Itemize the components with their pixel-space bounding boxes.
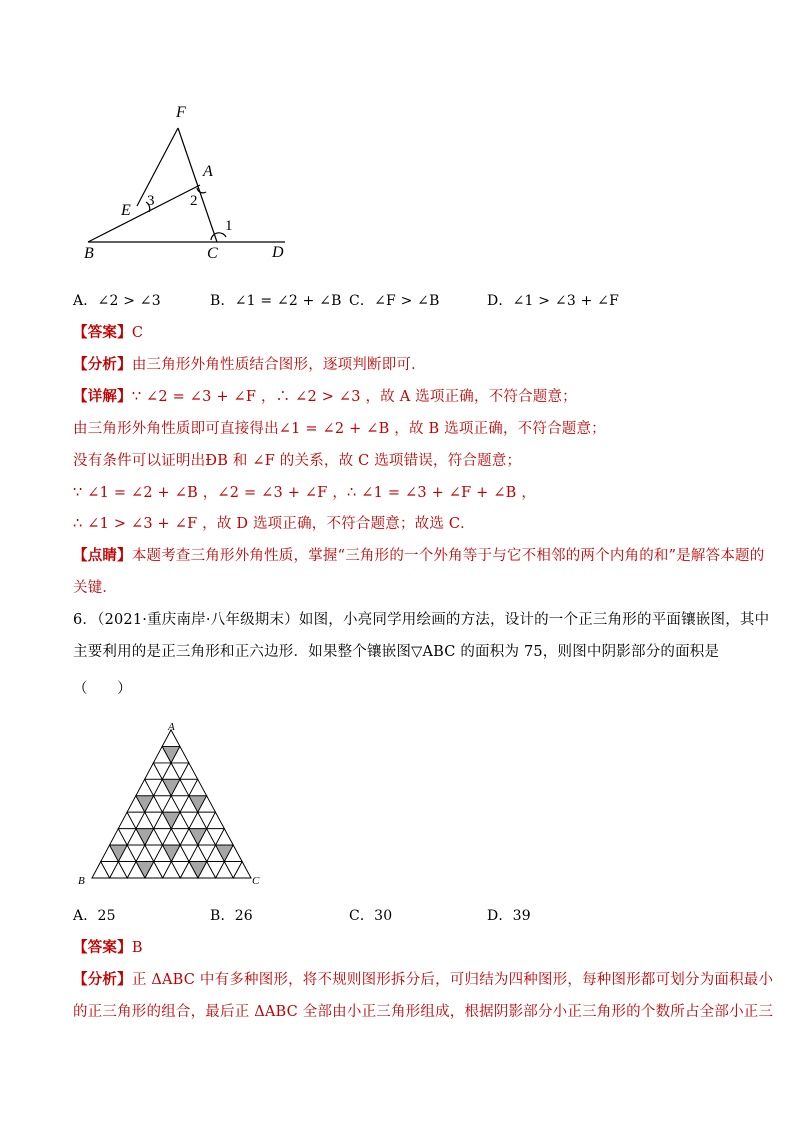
comment-tag: 【点睛】 [73,547,132,564]
q5-comment-line-2: 关键． [73,580,118,596]
point-e-label: E [121,202,131,219]
analysis-text-1: 正 ΔABC 中有多种图形，将不规则图形拆分后，可归结为四种图形，每种图形都可划分为面积最小 [131,972,774,988]
q6-analysis-line-2: 的正三角形的组合，最后正 ΔABC 全部由小正三角形组成，根据阴影部分小正三角形的个数所占全部小正三 [73,1004,774,1020]
q5-detail-line-3: 没有条件可以证明出ÐB 和 ∠F 的关系，故 C 选项错误，符合题意； [73,453,522,469]
point-b-label: B [84,245,94,262]
angle-2-label: 2 [190,193,198,209]
analysis-text: 由三角形外角性质结合图形，逐项判断即可． [131,357,426,373]
answer-value: C [131,325,144,341]
answer-value: B [131,940,143,956]
q6-stem-line-3: （ ） [73,681,132,697]
q5-option-b: B．∠1 = ∠2 + ∠B [210,293,342,309]
q5-detail-line-5: ∴ ∠1 > ∠3 + ∠F ，故 D 选项正确，不符合题意；故选 C． [73,516,475,532]
point-f-label: F [176,104,186,121]
angle-1-label: 1 [225,218,233,234]
analysis-tag: 【分析】 [73,356,132,373]
q5-option-d: D．∠1 > ∠3 + ∠F [487,293,620,309]
point-a-label: A [203,163,213,180]
answer-tag: 【答案】 [73,324,132,341]
angle-3-label: 3 [147,193,155,209]
q5-detail-line-2: 由三角形外角性质即可直接得出∠1 = ∠2 + ∠B ，故 B 选项正确，不符合题意； [73,421,606,437]
detail-tag: 【详解】 [73,388,132,405]
answer-tag: 【答案】 [73,939,132,956]
q6-analysis-line-1 [73,970,773,990]
point-c-label: C [207,245,218,262]
detail-text-1: ∵ ∠2 = ∠3 + ∠F ，∴ ∠2 > ∠3 ，故 A 选项正确，不符合题意； [131,389,577,405]
tess-point-a-label: A [168,721,175,733]
q6-option-b: B．26 [210,908,253,924]
comment-text-1: 本题考查三角形外角性质，掌握“三角形的一个外角等于与它不相邻的两个内角的和”是解答本题的 [131,548,765,564]
q5-option-a: A．∠2 > ∠3 [73,293,161,309]
q5-detail-line-4: ∵ ∠1 = ∠2 + ∠B ，∠2 = ∠3 + ∠F ，∴ ∠1 = ∠3 + ∠F + ∠B ， [73,485,537,501]
point-d-label: D [272,244,284,261]
q6-option-a: A．25 [73,908,116,924]
q6-answer-line [73,938,143,958]
tess-point-c-label: C [252,875,260,887]
q6-option-c: C．30 [349,908,393,924]
q6-stem-line-1: 6．（2021·重庆南岸·八年级期末）如图，小亮同学用绘画的方法，设计的一个正三角形的平面镶嵌图，其中 [73,612,770,628]
q5-option-c: C．∠F > ∠B [349,293,440,309]
analysis-tag: 【分析】 [73,971,132,988]
q6-option-d: D．39 [487,908,531,924]
tess-point-b-label: B [78,875,85,887]
q6-stem-line-2: 主要利用的是正三角形和正六边形．如果整个镶嵌图▽ABC 的面积为 75，则图中阴影部分的面积是 [73,644,720,660]
